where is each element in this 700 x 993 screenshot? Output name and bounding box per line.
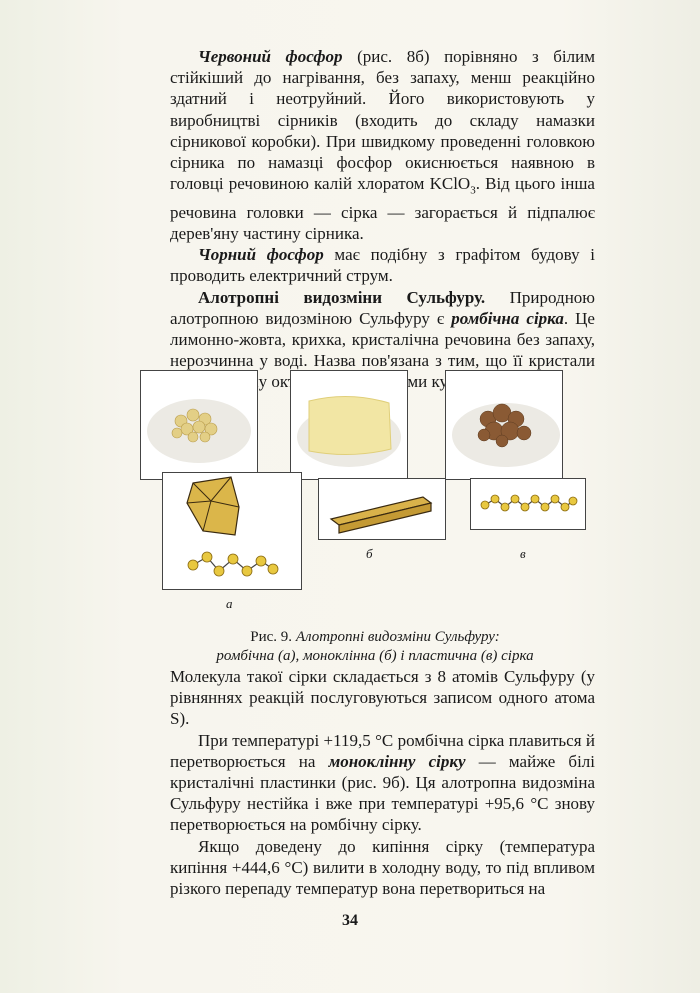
crystal-shape xyxy=(187,477,239,535)
photo-plastic-sulfur xyxy=(445,370,563,480)
drawing-rhombic-crystal xyxy=(162,472,302,590)
caption-line-2: ромбічна (а), моноклінна (б) і пластична (в) сірка xyxy=(216,648,534,664)
needle-crystal-drawing xyxy=(319,479,445,539)
rhombic-sulfur-image xyxy=(141,371,257,479)
text-block-bottom xyxy=(170,666,595,899)
photo-rhombic-sulfur xyxy=(140,370,258,480)
paragraph-text: . Це лимонно-жовта, крихка, кристалічна речовина без запаху, нерозчинна у воді. Назва пов'язана з тим, що її кристали xyxy=(170,308,595,371)
drawing-monoclinic-crystal xyxy=(318,478,446,540)
monoclinic-sulfur-image xyxy=(291,371,407,479)
chain-molecule-drawing xyxy=(471,479,585,529)
paragraph-text: має подібну з графітом будову і проводить електричний струм. xyxy=(170,245,595,286)
paragraph-text: Природною алотропною видозміною Сульфуру є xyxy=(170,287,595,328)
paragraph-plastic: Якщо доведену до кипіння сірку (температура кипіння +444,6 °С) вилити в холодну воду, то під впливом різкого перепаду температур вона перетвориться на xyxy=(170,836,595,899)
drawing-plastic-chain xyxy=(470,478,586,530)
term-red-phosphorus: Червоний фосфор xyxy=(198,47,343,66)
text-block-top xyxy=(170,46,595,393)
paragraph-text: При температурі +119,5 °С ромбічна сірка плавиться й перетворюється на xyxy=(170,730,595,771)
paragraph-text: . Від цього інша речовина головки — сірка — загорається й підпалює дерев'яну частину сірника. xyxy=(170,174,595,244)
label-b: б xyxy=(366,546,373,561)
chain-atoms xyxy=(481,495,577,511)
term-rhombic-sulfur: ромбічна сірка xyxy=(451,308,564,328)
octahedron-crystal-drawing xyxy=(163,473,301,589)
heading-sulfur-allotropes: Алотропні видозміни Сульфуру. xyxy=(198,287,486,307)
paragraph-black-phosphorus xyxy=(170,244,595,286)
sulfur-mass xyxy=(309,396,391,454)
paragraph-molecule: Молекула такої сірки складається з 8 атомів Сульфуру (у рівняннях реакцій послуговуються записом одного атома S). xyxy=(170,667,595,729)
paragraph-text: (рис. 8б) порівняно з білим стійкіший до нагрівання, без запаху, менш реакційно здатний і неотруйний. Його використовують у виробництві сірників (входить до складу намазки сірникової коробки). При швидкому проведенні головкою сірника по намазці фосфор окиснюється наявною в головці речовиною калій хлоратом KClO xyxy=(170,47,595,194)
term-black-phosphorus: Чорний фосфор xyxy=(198,245,324,265)
subscript: 3 xyxy=(470,184,476,197)
paragraph-monoclinic xyxy=(170,730,595,836)
page-number: 34 xyxy=(342,912,358,929)
caption-line-1 xyxy=(150,628,600,647)
figure-sulfur-allotropes xyxy=(140,370,610,618)
label-a: а xyxy=(226,596,233,611)
paragraph-red-phosphorus xyxy=(170,46,595,244)
caption-prefix: Рис. 9. xyxy=(250,629,296,645)
figure-caption xyxy=(150,628,600,666)
label-c: в xyxy=(520,546,526,561)
term-monoclinic-sulfur: моноклінну сірку xyxy=(328,751,466,771)
plastic-sulfur-image xyxy=(446,371,562,479)
caption-title: Алотропні видозміни Сульфуру: xyxy=(295,629,500,645)
paragraph-text: — майже білі кристалічні пластинки (рис. 9б). Ця алотропна видозміна Сульфуру нестійка і вже при температурі +95,6 °С знову перетворюється на ромбічну сірку. xyxy=(170,751,596,835)
s8-atoms xyxy=(188,552,278,576)
photo-monoclinic-sulfur xyxy=(290,370,408,480)
